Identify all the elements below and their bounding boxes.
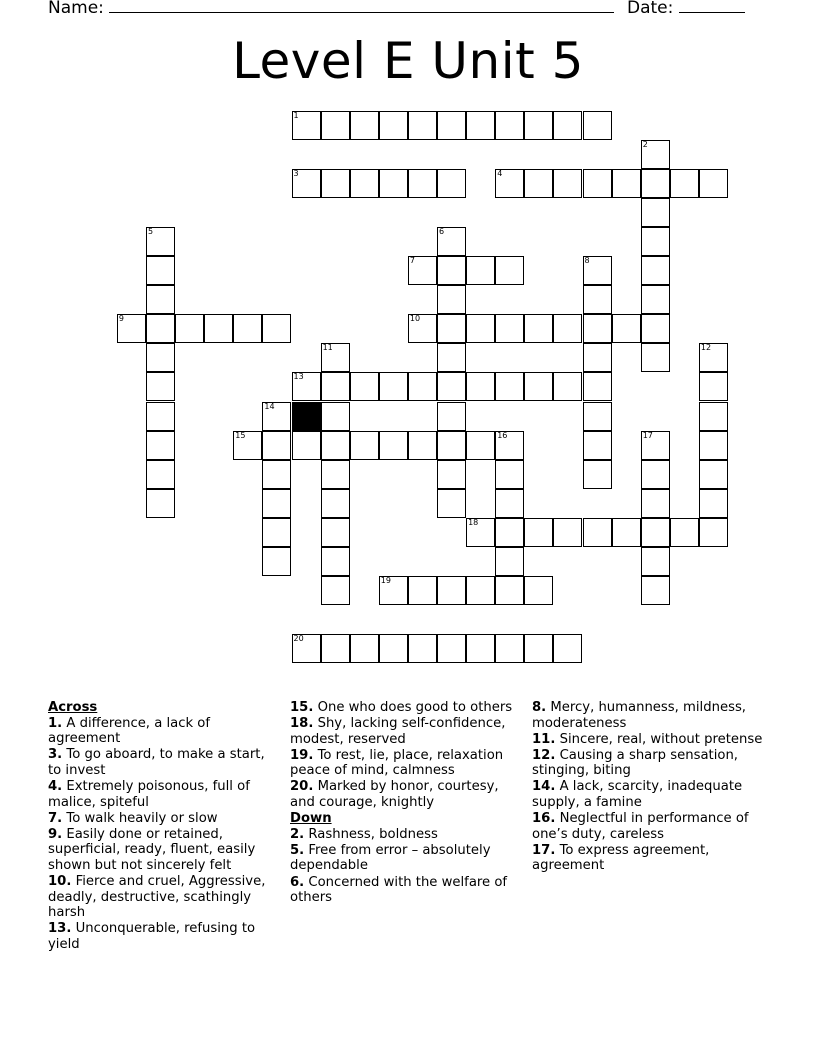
- crossword-cell[interactable]: [641, 227, 670, 256]
- crossword-cell[interactable]: [321, 576, 350, 605]
- crossword-cell[interactable]: [437, 343, 466, 372]
- crossword-cell[interactable]: [495, 634, 524, 663]
- clue-number: 19: [380, 576, 391, 586]
- clue-item: [290, 748, 522, 779]
- crossword-cell[interactable]: [350, 111, 379, 140]
- date-blank-line[interactable]: [679, 0, 745, 13]
- clue-item-text: To rest, lie, place, relaxation peace of mind, calmness: [290, 747, 504, 779]
- clue-item: [48, 811, 276, 827]
- crossword-cell[interactable]: [641, 576, 670, 605]
- crossword-cell[interactable]: [699, 460, 728, 489]
- crossword-cell[interactable]: [379, 111, 408, 140]
- crossword-cell[interactable]: [641, 314, 670, 343]
- crossword-cell[interactable]: [524, 314, 553, 343]
- crossword-cell[interactable]: [262, 547, 291, 576]
- clue-item: [290, 716, 522, 747]
- crossword-cell[interactable]: [553, 518, 582, 547]
- clue-item: [48, 716, 276, 747]
- crossword-cell[interactable]: [437, 169, 466, 198]
- down-heading: Down: [290, 811, 332, 827]
- crossword-cell[interactable]: [524, 169, 553, 198]
- crossword-cell[interactable]: [117, 314, 146, 343]
- clue-item-number: 13.: [48, 921, 72, 937]
- clue-number: 11: [322, 343, 333, 353]
- clue-number: 14: [264, 401, 275, 411]
- crossword-cell[interactable]: [408, 169, 437, 198]
- clue-number: 15: [235, 430, 246, 440]
- crossword-cell[interactable]: [641, 431, 670, 460]
- across-clue-list-continued: [290, 700, 522, 811]
- page-title: Level E Unit 5: [232, 32, 584, 90]
- clues-column-2: [290, 700, 522, 906]
- crossword-cell[interactable]: [641, 489, 670, 518]
- clue-number: 2: [642, 139, 648, 149]
- crossword-cell[interactable]: [583, 285, 612, 314]
- crossword-cell[interactable]: [495, 547, 524, 576]
- crossword-cell[interactable]: [408, 111, 437, 140]
- crossword-cell[interactable]: [583, 460, 612, 489]
- crossword-cell[interactable]: [495, 372, 524, 401]
- crossword-cell[interactable]: [292, 634, 321, 663]
- crossword-cell[interactable]: [146, 489, 175, 518]
- clue-item-text: Free from error – absolutely dependable: [290, 842, 491, 874]
- crossword-cell[interactable]: [466, 111, 495, 140]
- crossword-cell[interactable]: [408, 372, 437, 401]
- crossword-cell[interactable]: [495, 111, 524, 140]
- crossword-cell[interactable]: [146, 285, 175, 314]
- clue-item-text: Fierce and cruel, Aggressive, deadly, destructive, scathingly harsh: [48, 874, 266, 921]
- crossword-cell[interactable]: [321, 111, 350, 140]
- clue-number: 18: [468, 517, 479, 527]
- crossword-cell[interactable]: [292, 169, 321, 198]
- crossword-cell[interactable]: [495, 314, 524, 343]
- date-label: Date:: [627, 0, 674, 18]
- crossword-cell[interactable]: [408, 634, 437, 663]
- crossword-cell[interactable]: [437, 489, 466, 518]
- crossword-cell[interactable]: [495, 431, 524, 460]
- clue-item-text: Shy, lacking self-confidence, modest, reserved: [290, 716, 506, 747]
- clue-number: 7: [409, 256, 415, 265]
- clue-item: [48, 747, 276, 778]
- crossword-cell[interactable]: [641, 460, 670, 489]
- crossword-cell[interactable]: [408, 431, 437, 460]
- crossword-cell[interactable]: [146, 256, 175, 285]
- clue-item-text: Rashness, boldness: [308, 826, 438, 842]
- crossword-cell[interactable]: [437, 256, 466, 285]
- crossword-cell[interactable]: [146, 402, 175, 431]
- crossword-cell[interactable]: [641, 198, 670, 227]
- crossword-cell[interactable]: [641, 518, 670, 547]
- clue-item-number: 12.: [532, 747, 556, 763]
- crossword-cell[interactable]: [495, 489, 524, 518]
- clue-item-text: Concerned with the welfare of others: [290, 874, 508, 906]
- crossword-cell[interactable]: [466, 576, 495, 605]
- crossword-cell[interactable]: [262, 460, 291, 489]
- clue-item-text: Easily done or retained, superficial, ready, fluent, easily shown but not sincerely felt: [48, 826, 256, 873]
- clue-item-number: 7.: [48, 810, 63, 826]
- crossword-cell[interactable]: [641, 169, 670, 198]
- clue-item-number: 5.: [290, 842, 305, 858]
- clue-item-number: 17.: [532, 842, 556, 858]
- clue-item-text: A lack, scarcity, inadequate supply, a famine: [532, 779, 743, 811]
- crossword-cell[interactable]: [495, 460, 524, 489]
- crossword-cell[interactable]: [495, 518, 524, 547]
- crossword-cell[interactable]: [699, 431, 728, 460]
- crossword-cell[interactable]: [321, 634, 350, 663]
- clue-number: 10: [409, 314, 421, 324]
- crossword-cell[interactable]: [379, 634, 408, 663]
- crossword-cell[interactable]: [437, 111, 466, 140]
- clue-item-number: 18.: [290, 716, 314, 732]
- clue-item: [290, 827, 522, 843]
- clue-item-text: One who does good to others: [317, 700, 513, 715]
- clue-item-number: 15.: [290, 700, 314, 715]
- crossword-cell[interactable]: [175, 314, 204, 343]
- crossword-cell[interactable]: [379, 372, 408, 401]
- crossword-cell[interactable]: [321, 489, 350, 518]
- crossword-cell[interactable]: [262, 402, 291, 431]
- crossword-cell[interactable]: [524, 372, 553, 401]
- crossword-cell[interactable]: [321, 547, 350, 576]
- crossword-cell[interactable]: [146, 227, 175, 256]
- crossword-cell[interactable]: [437, 431, 466, 460]
- crossword-cell[interactable]: [437, 576, 466, 605]
- clue-number: 3: [293, 168, 299, 178]
- crossword-cell[interactable]: [146, 314, 175, 343]
- clue-item-number: 8.: [532, 700, 547, 715]
- clue-item-number: 4.: [48, 778, 63, 794]
- clues-column-1: [48, 700, 276, 953]
- crossword-cell[interactable]: [583, 314, 612, 343]
- crossword-cell[interactable]: [583, 256, 612, 285]
- crossword-cell[interactable]: [146, 343, 175, 372]
- crossword-cell[interactable]: [321, 518, 350, 547]
- clue-item-number: 20.: [290, 779, 314, 795]
- crossword-cell[interactable]: [437, 227, 466, 256]
- crossword-cell[interactable]: [641, 285, 670, 314]
- crossword-cell[interactable]: [699, 402, 728, 431]
- crossword-cell[interactable]: [553, 372, 582, 401]
- clue-item: [290, 843, 522, 874]
- crossword-cell[interactable]: [437, 314, 466, 343]
- clue-item-text: Extremely poisonous, full of malice, spiteful: [48, 778, 250, 810]
- clue-item-text: Sincere, real, without pretense: [559, 731, 763, 747]
- clue-number: 16: [497, 430, 508, 440]
- crossword-cell[interactable]: [408, 256, 437, 285]
- crossword-cell[interactable]: [350, 169, 379, 198]
- clue-item: [532, 700, 768, 731]
- crossword-cell[interactable]: [233, 314, 262, 343]
- crossword-cell[interactable]: [699, 343, 728, 372]
- crossword-cell[interactable]: [641, 140, 670, 169]
- clue-number: 12: [700, 343, 712, 353]
- name-field[interactable]: [48, 0, 614, 18]
- crossword-cell[interactable]: [466, 314, 495, 343]
- crossword-cell[interactable]: [321, 169, 350, 198]
- crossword-cell[interactable]: [553, 169, 582, 198]
- crossword-cell[interactable]: [553, 634, 582, 663]
- across-heading: Across: [48, 700, 98, 715]
- crossword-cell[interactable]: [379, 576, 408, 605]
- crossword-cell[interactable]: [699, 489, 728, 518]
- clue-item: [532, 811, 768, 842]
- crossword-cell[interactable]: [699, 169, 728, 198]
- black-cell: [292, 402, 321, 431]
- crossword-cell[interactable]: [612, 518, 641, 547]
- crossword-cell[interactable]: [321, 431, 350, 460]
- crossword-cell[interactable]: [437, 372, 466, 401]
- clue-item-number: 10.: [48, 874, 72, 890]
- crossword-cell[interactable]: [379, 169, 408, 198]
- clue-item-text: Neglectful in performance of one’s duty, careless: [532, 811, 749, 842]
- crossword-cell[interactable]: [262, 314, 291, 343]
- clue-item: [290, 875, 522, 906]
- crossword-cell[interactable]: [466, 634, 495, 663]
- crossword-cell[interactable]: [466, 431, 495, 460]
- crossword-cell[interactable]: [292, 111, 321, 140]
- crossword-cell[interactable]: [408, 314, 437, 343]
- clue-number: 9: [118, 314, 124, 324]
- crossword-cell[interactable]: [146, 431, 175, 460]
- clue-item-number: 1.: [48, 715, 63, 731]
- clue-item-text: Causing a sharp sensation, stinging, biting: [532, 747, 738, 779]
- crossword-cell[interactable]: [583, 402, 612, 431]
- crossword-cell[interactable]: [553, 111, 582, 140]
- clue-item-number: 11.: [532, 731, 556, 747]
- clue-item-text: Mercy, humanness, mildness, moderateness: [532, 700, 747, 731]
- clue-item-number: 3.: [48, 747, 63, 763]
- crossword-cell[interactable]: [466, 372, 495, 401]
- crossword-cell[interactable]: [233, 431, 262, 460]
- down-clue-list: [290, 827, 522, 906]
- crossword-cell[interactable]: [495, 576, 524, 605]
- crossword-cell[interactable]: [524, 634, 553, 663]
- clue-number: 8: [584, 256, 590, 265]
- crossword-cell[interactable]: [641, 547, 670, 576]
- clue-item-text: Marked by honor, courtesy, and courage, knightly: [290, 779, 499, 811]
- crossword-cell[interactable]: [321, 402, 350, 431]
- crossword-cell[interactable]: [583, 343, 612, 372]
- clue-item: [532, 732, 768, 748]
- crossword-cell[interactable]: [262, 489, 291, 518]
- clues-column-3: [532, 700, 768, 875]
- crossword-cell[interactable]: [699, 518, 728, 547]
- crossword-cell[interactable]: [292, 431, 321, 460]
- crossword-cell[interactable]: [408, 576, 437, 605]
- crossword-cell[interactable]: [553, 314, 582, 343]
- crossword-cell[interactable]: [524, 518, 553, 547]
- crossword-cell[interactable]: [321, 460, 350, 489]
- clue-item-text: To express agreement, agreement: [532, 842, 710, 874]
- clue-item-number: 14.: [532, 779, 556, 795]
- crossword-cell[interactable]: [437, 402, 466, 431]
- crossword-cell[interactable]: [350, 431, 379, 460]
- clue-item: [532, 843, 768, 874]
- name-blank-line[interactable]: [109, 0, 614, 13]
- crossword-cell[interactable]: [146, 372, 175, 401]
- crossword-cell[interactable]: [612, 314, 641, 343]
- crossword-cell[interactable]: [670, 518, 699, 547]
- clue-item-text: To go aboard, to make a start, to invest: [48, 747, 265, 778]
- crossword-cell[interactable]: [292, 372, 321, 401]
- clue-item-number: 2.: [290, 826, 305, 842]
- crossword-cell[interactable]: [262, 518, 291, 547]
- name-label: Name:: [48, 0, 104, 18]
- clue-number: 4: [497, 168, 503, 178]
- clue-item-text: Unconquerable, refusing to yield: [48, 921, 256, 952]
- down-clue-list-continued: [532, 700, 768, 874]
- date-field[interactable]: [627, 0, 745, 18]
- crossword-cell[interactable]: [641, 256, 670, 285]
- crossword-cell[interactable]: [437, 634, 466, 663]
- crossword-cell[interactable]: [350, 372, 379, 401]
- crossword-cell[interactable]: [350, 634, 379, 663]
- crossword-cell[interactable]: [146, 460, 175, 489]
- crossword-cell[interactable]: [379, 431, 408, 460]
- across-clue-list: [48, 716, 276, 953]
- crossword-cell[interactable]: [495, 169, 524, 198]
- clue-number: 1: [293, 110, 299, 120]
- crossword-cell[interactable]: [262, 431, 291, 460]
- crossword-cell[interactable]: [583, 111, 612, 140]
- crossword-cell[interactable]: [583, 431, 612, 460]
- crossword-cell[interactable]: [583, 169, 612, 198]
- clue-item: [532, 748, 768, 779]
- clue-item-text: A difference, a lack of agreement: [48, 715, 210, 747]
- crossword-cell[interactable]: [321, 372, 350, 401]
- crossword-cell[interactable]: [583, 372, 612, 401]
- crossword-cell[interactable]: [641, 343, 670, 372]
- crossword-cell[interactable]: [437, 285, 466, 314]
- clue-number: 20: [293, 634, 304, 644]
- crossword-cell[interactable]: [670, 169, 699, 198]
- crossword-cell[interactable]: [583, 518, 612, 547]
- crossword-cell[interactable]: [321, 343, 350, 372]
- clue-number: 6: [439, 226, 445, 236]
- clue-number: 5: [148, 226, 154, 236]
- clue-item-text: To walk heavily or slow: [66, 810, 218, 826]
- clue-item-number: 19.: [290, 747, 314, 763]
- clue-item: [532, 779, 768, 810]
- crossword-cell[interactable]: [466, 518, 495, 547]
- clue-item: [48, 921, 276, 952]
- clue-number: 17: [642, 430, 653, 440]
- crossword-cell[interactable]: [612, 169, 641, 198]
- clue-item: [48, 874, 276, 921]
- clue-item: [290, 779, 522, 810]
- crossword-cell[interactable]: [204, 314, 233, 343]
- clue-item-number: 16.: [532, 811, 556, 827]
- clue-number: 13: [293, 372, 304, 382]
- clue-item: [48, 827, 276, 874]
- crossword-cell[interactable]: [437, 460, 466, 489]
- clue-item: [48, 779, 276, 810]
- crossword-cell[interactable]: [524, 111, 553, 140]
- crossword-cell[interactable]: [699, 372, 728, 401]
- crossword-cell[interactable]: [466, 256, 495, 285]
- crossword-cell[interactable]: [495, 256, 524, 285]
- clue-item-number: 9.: [48, 826, 63, 842]
- crossword-cell[interactable]: [524, 576, 553, 605]
- clue-item: [290, 700, 522, 716]
- clue-item-number: 6.: [290, 874, 305, 890]
